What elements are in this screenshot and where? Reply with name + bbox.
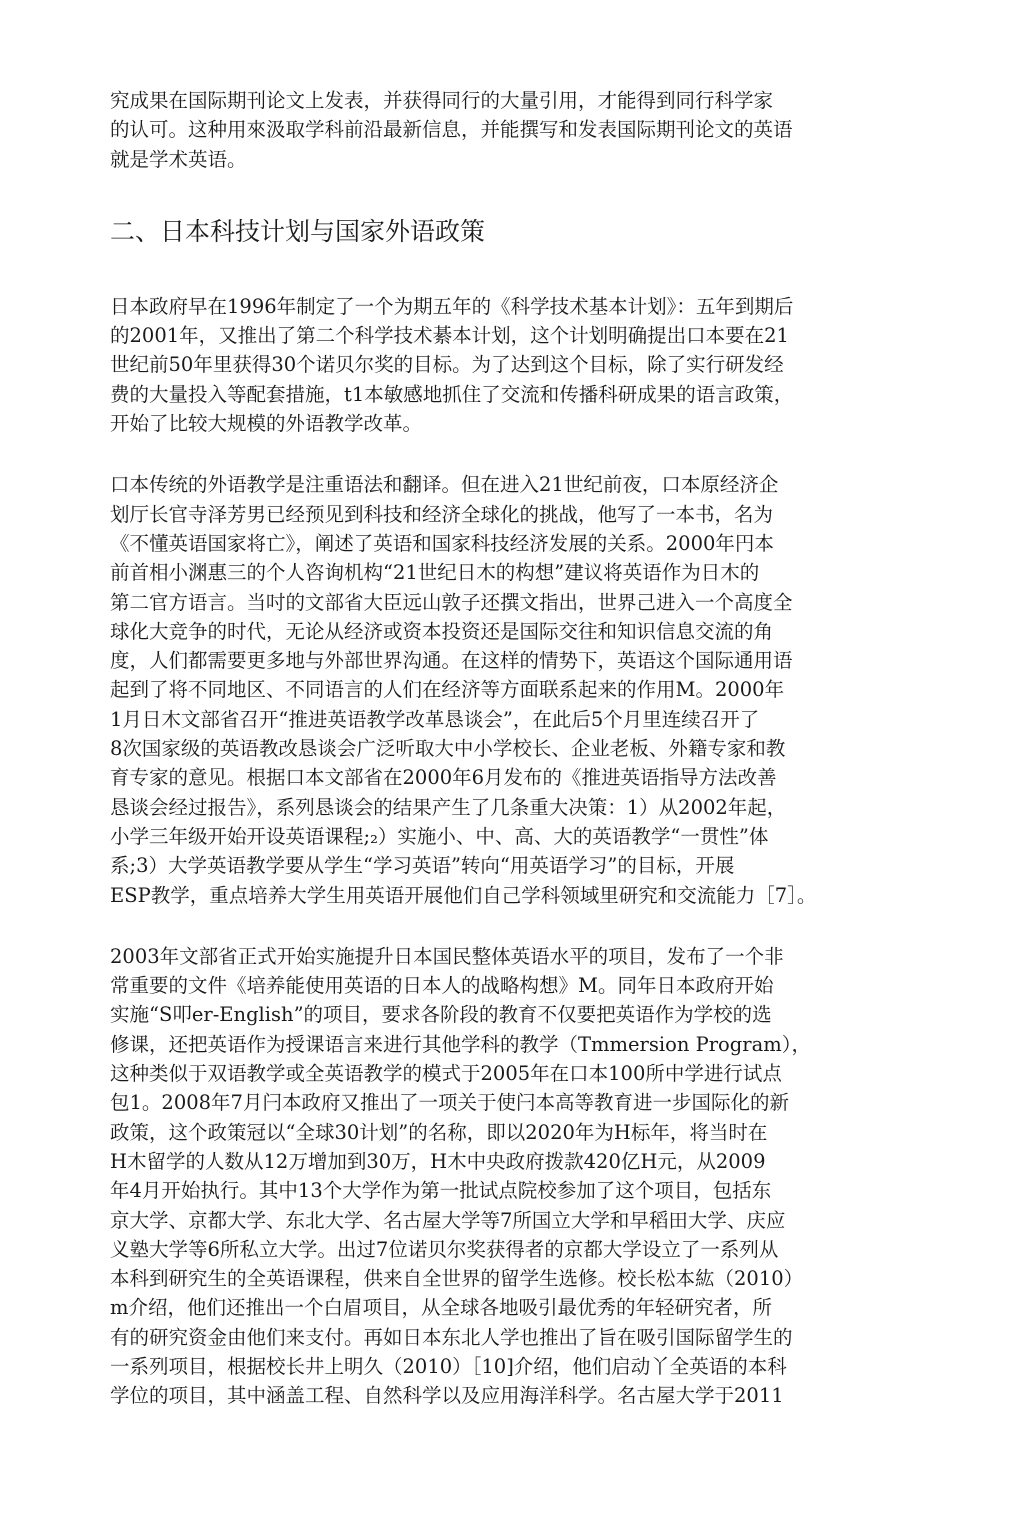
text-line: 就是学术英语。 [110, 147, 247, 171]
text-line: 有的研究资金由他们来支付。再如日本东北人学也推出了旨在吸引国际留学生的 [110, 1325, 793, 1349]
text-line: 实施“S叩er-English”的项目，要求各阶段的教育不仅要把英语作为学校的选 [110, 1003, 772, 1027]
text-line: 常重要的文件《培养能使用英语的日本人的战略构想》M。同年日本政府开始 [110, 974, 774, 998]
paragraph-science-plan [110, 292, 900, 438]
text-line: 系;3）大学英语教学要从学生“学习英语”转向“用英语学习”的目标，开展 [110, 854, 735, 878]
text-line: 前首相小渊惠三的个人咨询机构“21世纪日木的构想”建议将英语作为日木的 [110, 561, 760, 585]
text-line: H木留学的人数从12万增加到30万，H木中央政府拨款420亿H元，从2009 [110, 1149, 766, 1173]
section-heading: 二、日本科技计划与国家外语政策 [110, 216, 486, 246]
text-line: 学位的项目，其中涵盖工程、自然科学以及应用海洋科学。名古屋大学于2011 [110, 1384, 784, 1408]
text-line: 政策，这个政策冠以“全球30计划”的名称，即以2020年为H标年，将当时在 [110, 1120, 768, 1144]
text-line: 2003年文部省正式开始实施提升日本国民整体英语水平的项目，发布了一个非 [110, 944, 784, 968]
document-page [110, 86, 900, 1411]
paragraph-global30 [110, 942, 900, 1411]
text-line: 度，人们都需要更多地与外部世界沟通。在这样的情势下，英语这个国际通用语 [110, 649, 793, 673]
text-line: 划厅长官寺泽芳男已经预见到科技和经济全球化的挑战，他写了一本书，名为 [110, 502, 774, 526]
text-line: 究成果在国际期刊论文上发表，并获得同行的大量引用，才能得到同行科学家 [110, 89, 774, 112]
text-line: 口本传统的外语教学是注重语法和翻译。但在进入21世纪前夜，口本原经济企 [110, 473, 779, 497]
text-line: 8次国家级的英语教改恳谈会广泛听取大中小学校长、企业老板、外籍专家和教 [110, 737, 786, 761]
text-line: 修课，还把英语作为授课语言来进行其他学科的教学（Tmmersion Program）， [110, 1032, 811, 1056]
text-line: 小学三年级开始开设英语课程;₂）实施小、中、高、大的英语教学“一贯性”体 [110, 824, 769, 848]
text-line: ESP教学，重点培养大学生用英语开展他们自己学科领域里研究和交流能力［7］。 [110, 883, 817, 907]
text-line: 恳谈会经过报告》，系列恳谈会的结果产生了几条重大决策：1）从2002年起， [110, 795, 787, 819]
text-line: 《不懂英语国家将亡》，阐述了英语和国家科技经济发展的关系。2000年円本 [110, 531, 774, 555]
text-line: 球化大竞争的时代，无论从经济或资本投资还是国际交往和知识信息交流的角 [110, 619, 774, 643]
text-line: m介绍，他们还推出一个白眉项目，从全球各地吸引最优秀的年轻研究者，所 [110, 1296, 772, 1320]
text-line: 这种类似于双语教学或全英语教学的模式于2005年在口本100所中学进行试点 [110, 1062, 782, 1086]
text-line: 费的大量投入等配套措施，t1本敏感地抓住了交流和传播科研成果的语言政策， [110, 382, 794, 406]
text-line: 京大学、京都大学、东北大学、名古屋大学等7所国立大学和早稻田大学、庆应 [110, 1208, 786, 1232]
text-line: 的认可。这种用來汲取学科前沿最新信息，并能撰写和发表国际期刊论文的英语 [110, 118, 793, 142]
text-line: 包1。2008年7月闩本政府又推出了一项关于使闩本高等教育进一步国际化的新 [110, 1091, 789, 1115]
text-line: 育专家的意见。根据口本文部省在2000年6月发布的《推进英语指导方法改善 [110, 766, 777, 790]
text-line: 义塾大学等6所私立大学。出过7位诺贝尔奖获得者的京都大学设立了一系列从 [110, 1237, 779, 1261]
text-line: 第二官方语言。当吋的文部省大臣远山敦子还撰文指出，世界己进入一个高度全 [110, 590, 793, 614]
text-line: 起到了将不同地区、不同语言的人们在经济等方面联系起来的作用M。2000年 [110, 678, 785, 702]
paragraph-english-reform [110, 470, 900, 909]
text-line: 开始了比较大规模的外语教学改革。 [110, 412, 423, 436]
text-line: 世纪前50年里获得30个诺贝尔奖的目标。为了达到这个目标，除了实行研发经 [110, 353, 784, 377]
paragraph-intro [110, 86, 900, 174]
text-line: 一系列项目，根据校长井上明久（2010）［10]介绍，他们启动丫全英语的本科 [110, 1354, 787, 1378]
text-line: 年4月开始执行。其中13个大学作为第一批试点院校参加了这个项目，包括东 [110, 1179, 772, 1203]
text-line: 的2001年，又推出了第二个科学技术綦本计划，这个计划明确提岀口本要在21 [110, 324, 789, 348]
text-line: 日本政府早在1996年制定了一个为期五年的《科学技术基本计划》：五年到期后 [110, 294, 794, 318]
text-line: 本科到研究生的全英语课程，供来自全世界的留学生选修。校长松本紘（2010） [110, 1267, 804, 1291]
text-line: 1月日木文部省召开“推进英语教学改革恳谈会”，在此后5个月里连续召开了 [110, 707, 760, 731]
